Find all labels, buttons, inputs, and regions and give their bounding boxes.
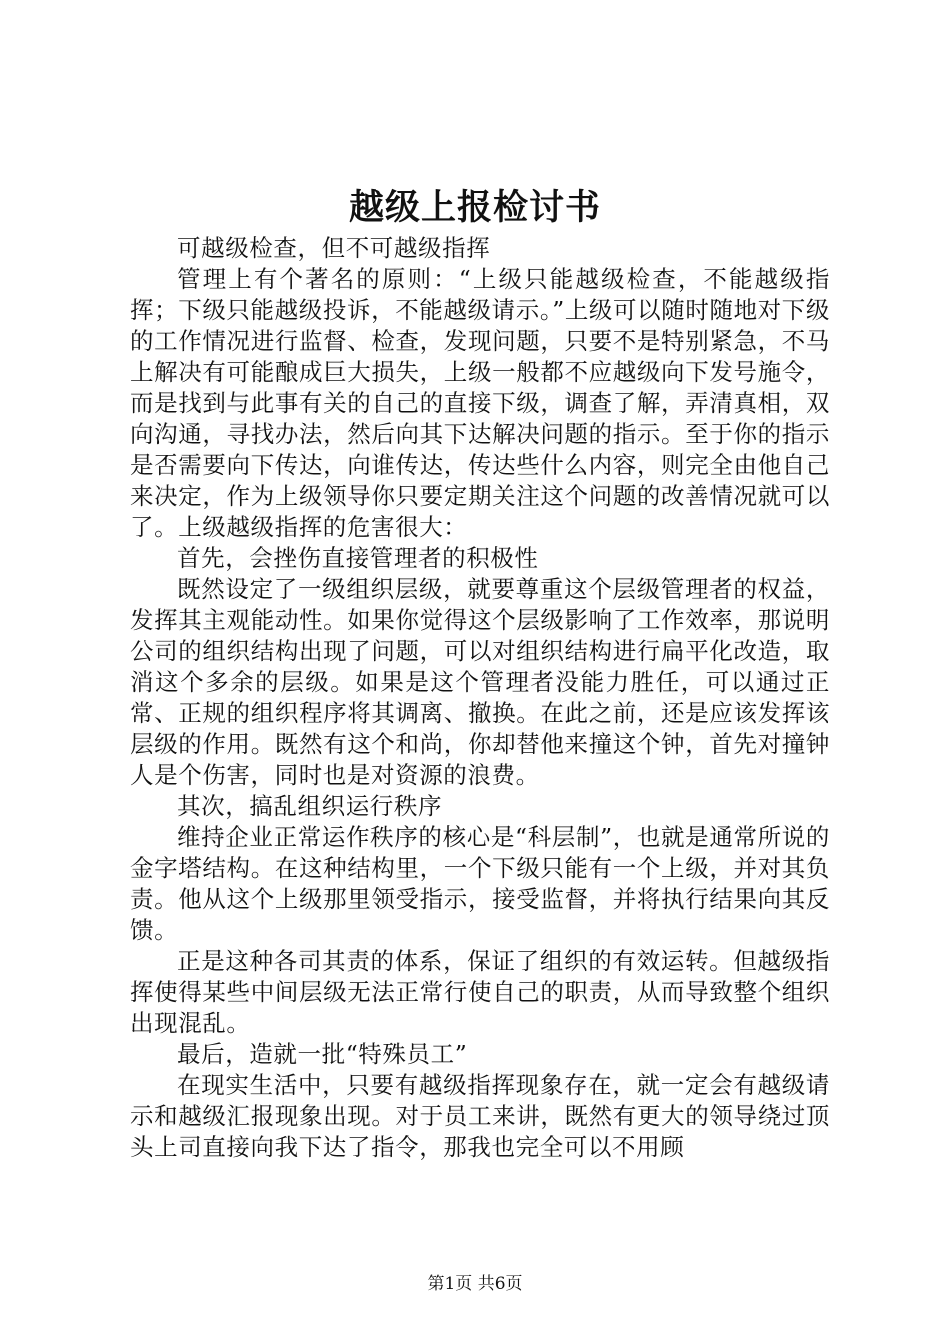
body-paragraph: 既然设定了一级组织层级，就要尊重这个层级管理者的权益，发挥其主观能动性。如果你觉得这个层级影响了工作效率，那说明公司的组织结构出现了问题，可以对组织结构进行扁平化改造，取消这个多余的层级。如果是这个管理者没能力胜任，可以通过正常、正规的组织程序将其调离、撤换。在此之前，还是应该发挥该层级的作用。既然有这个和尚，你却替他来撞这个钟，首先对撞钟人是个伤害，同时也是对资源的浪费。	[130, 575, 830, 789]
page-title: 越级上报检讨书	[348, 187, 601, 228]
body-paragraph: 正是这种各司其责的体系，保证了组织的有效运转。但越级指挥使得某些中间层级无法正常行使自己的职责，从而导致整个组织出现混乱。	[130, 947, 830, 1037]
heading-paragraph: 最后，造就一批“特殊员工”	[177, 1040, 468, 1068]
heading-paragraph: 首先，会挫伤直接管理者的积极性	[177, 544, 539, 572]
body-paragraph: 在现实生活中，只要有越级指挥现象存在，就一定会有越级请示和越级汇报现象出现。对于员工来讲，既然有更大的领导绕过顶头上司直接向我下达了指令，那我也完全可以不用顾	[130, 1071, 830, 1161]
heading-paragraph: 可越级检查，但不可越级指挥	[177, 234, 491, 262]
body-paragraph: 管理上有个著名的原则：“上级只能越级检查，不能越级指挥；下级只能越级投诉，不能越级请示。”上级可以随时随地对下级的工作情况进行监督、检查，发现问题，只要不是特别紧急，不马上解决有可能酿成巨大损失，上级一般都不应越级向下发号施令，而是找到与此事有关的自己的直接下级，调查了解，弄清真相，双向沟通，寻找办法，然后向其下达解决问题的指示。至于你的指示是否需要向下传达，向谁传达，传达些什么内容，则完全由他自己来决定，作为上级领导你只要定期关注这个问题的改善情况就可以了。上级越级指挥的危害很大：	[130, 265, 830, 541]
heading-paragraph: 其次，搞乱组织运行秩序	[177, 792, 443, 820]
body-paragraph: 维持企业正常运作秩序的核心是“科层制”，也就是通常所说的金字塔结构。在这种结构里，一个下级只能有一个上级，并对其负责。他从这个上级那里领受指示，接受监督，并将执行结果向其反馈。	[130, 823, 830, 944]
page-number: 第1页 共6页	[427, 1274, 523, 1294]
document-body	[130, 233, 830, 1163]
